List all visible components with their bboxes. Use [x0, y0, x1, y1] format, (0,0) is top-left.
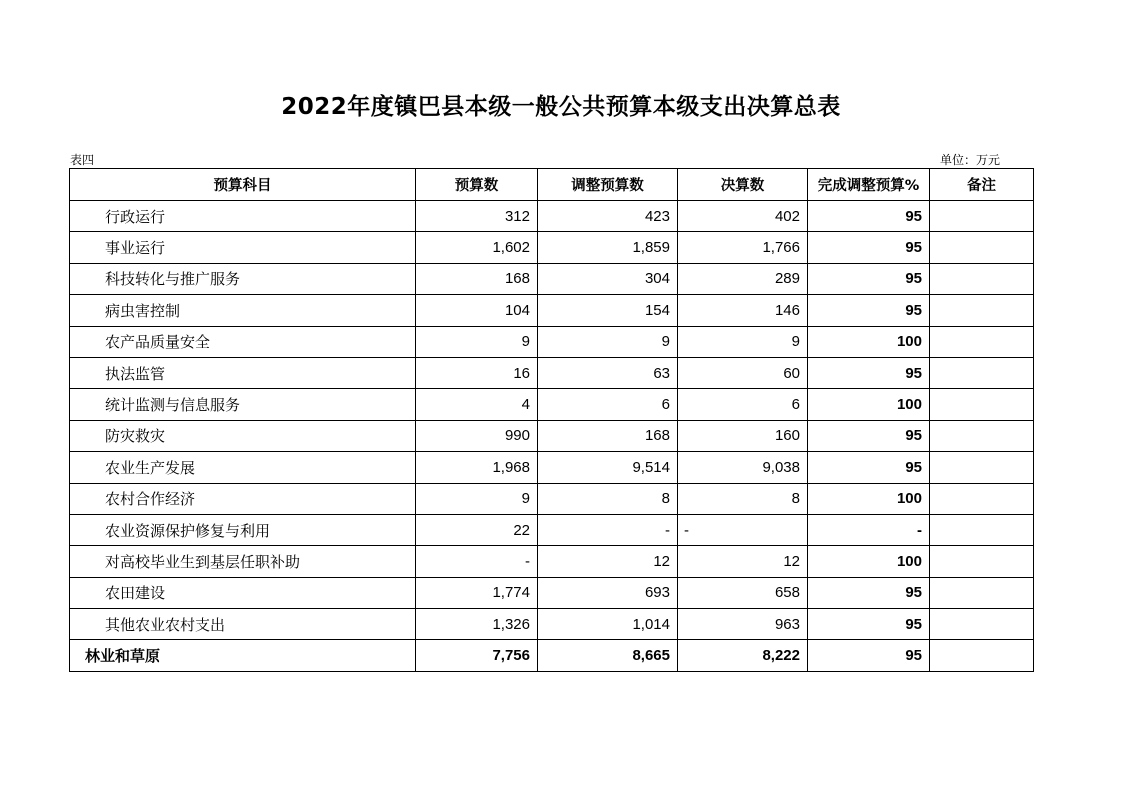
cell-note	[930, 452, 1034, 483]
cell-note	[930, 295, 1034, 326]
cell-note	[930, 326, 1034, 357]
cell-final: 9,038	[678, 452, 808, 483]
unit-label: 单位：万元	[940, 153, 1001, 167]
cell-note	[930, 263, 1034, 294]
table-row	[70, 201, 1034, 232]
cell-final: 658	[678, 577, 808, 608]
cell-note	[930, 514, 1034, 545]
cell-rate: 95	[808, 263, 930, 294]
table-row	[70, 357, 1034, 388]
cell-budget: 7,756	[416, 640, 538, 671]
cell-budget: 16	[416, 357, 538, 388]
cell-budget: 990	[416, 420, 538, 451]
cell-rate: 95	[808, 577, 930, 608]
cell-final: 12	[678, 546, 808, 577]
table-row	[70, 295, 1034, 326]
cell-final: 963	[678, 609, 808, 640]
cell-subject: 农田建设	[70, 577, 416, 608]
cell-budget: 104	[416, 295, 538, 326]
cell-note	[930, 640, 1034, 671]
cell-final: 160	[678, 420, 808, 451]
cell-rate: 95	[808, 452, 930, 483]
cell-adjusted: 12	[538, 546, 678, 577]
cell-rate: 95	[808, 420, 930, 451]
table-row	[70, 514, 1034, 545]
cell-subject: 其他农业农村支出	[70, 609, 416, 640]
cell-subject: 病虫害控制	[70, 295, 416, 326]
cell-rate: 95	[808, 609, 930, 640]
cell-note	[930, 389, 1034, 420]
cell-final: 146	[678, 295, 808, 326]
cell-rate: 100	[808, 546, 930, 577]
table-row	[70, 577, 1034, 608]
cell-note	[930, 357, 1034, 388]
table-row	[70, 326, 1034, 357]
cell-rate: 95	[808, 640, 930, 671]
header-final: 决算数	[678, 169, 808, 201]
cell-budget: 4	[416, 389, 538, 420]
cell-adjusted: 1,859	[538, 232, 678, 263]
cell-note	[930, 546, 1034, 577]
cell-adjusted: 423	[538, 201, 678, 232]
cell-final: 1,766	[678, 232, 808, 263]
cell-adjusted: 8	[538, 483, 678, 514]
cell-final: 9	[678, 326, 808, 357]
cell-subject: 对高校毕业生到基层任职补助	[70, 546, 416, 577]
cell-subject: 农村合作经济	[70, 483, 416, 514]
cell-budget: 22	[416, 514, 538, 545]
cell-rate: 100	[808, 326, 930, 357]
header-budget: 预算数	[416, 169, 538, 201]
cell-adjusted: 154	[538, 295, 678, 326]
cell-final: 289	[678, 263, 808, 294]
table-row	[70, 546, 1034, 577]
cell-subject: 林业和草原	[70, 640, 416, 671]
cell-budget: 9	[416, 326, 538, 357]
cell-budget: 1,326	[416, 609, 538, 640]
cell-budget: 1,602	[416, 232, 538, 263]
cell-adjusted: 1,014	[538, 609, 678, 640]
cell-adjusted: 6	[538, 389, 678, 420]
table-row	[70, 263, 1034, 294]
cell-adjusted: 8,665	[538, 640, 678, 671]
cell-subject: 农产品质量安全	[70, 326, 416, 357]
cell-budget: 312	[416, 201, 538, 232]
page-title: 2022年度镇巴县本级一般公共预算本级支出决算总表	[281, 94, 841, 120]
cell-adjusted: 9,514	[538, 452, 678, 483]
table-header-row	[70, 169, 1034, 201]
cell-final: 8	[678, 483, 808, 514]
table-row	[70, 232, 1034, 263]
header-subject: 预算科目	[70, 169, 416, 201]
cell-budget: 1,774	[416, 577, 538, 608]
cell-subject: 执法监管	[70, 357, 416, 388]
cell-adjusted: 304	[538, 263, 678, 294]
cell-final: 8,222	[678, 640, 808, 671]
cell-budget: 168	[416, 263, 538, 294]
cell-budget: -	[416, 546, 538, 577]
cell-note	[930, 232, 1034, 263]
header-note: 备注	[930, 169, 1034, 201]
cell-note	[930, 420, 1034, 451]
cell-rate: 100	[808, 389, 930, 420]
cell-rate: 100	[808, 483, 930, 514]
cell-rate: -	[808, 514, 930, 545]
cell-note	[930, 609, 1034, 640]
cell-subject: 科技转化与推广服务	[70, 263, 416, 294]
cell-note	[930, 201, 1034, 232]
table-row	[70, 452, 1034, 483]
cell-adjusted: -	[538, 514, 678, 545]
cell-rate: 95	[808, 357, 930, 388]
cell-rate: 95	[808, 295, 930, 326]
cell-budget: 1,968	[416, 452, 538, 483]
cell-subject: 事业运行	[70, 232, 416, 263]
cell-final: 402	[678, 201, 808, 232]
cell-subject: 防灾救灾	[70, 420, 416, 451]
cell-final: 6	[678, 389, 808, 420]
cell-adjusted: 9	[538, 326, 678, 357]
cell-note	[930, 577, 1034, 608]
cell-subject: 农业资源保护修复与利用	[70, 514, 416, 545]
table-row	[70, 609, 1034, 640]
header-rate: 完成调整预算%	[808, 169, 930, 201]
cell-adjusted: 168	[538, 420, 678, 451]
cell-final: -	[678, 514, 808, 545]
table-total-row	[70, 640, 1034, 671]
table-number: 表四	[70, 153, 95, 167]
cell-subject: 统计监测与信息服务	[70, 389, 416, 420]
cell-subject: 农业生产发展	[70, 452, 416, 483]
table-row	[70, 420, 1034, 451]
cell-adjusted: 693	[538, 577, 678, 608]
budget-table	[69, 168, 1034, 672]
cell-rate: 95	[808, 232, 930, 263]
cell-subject: 行政运行	[70, 201, 416, 232]
cell-final: 60	[678, 357, 808, 388]
table-row	[70, 483, 1034, 514]
cell-budget: 9	[416, 483, 538, 514]
cell-adjusted: 63	[538, 357, 678, 388]
header-adjusted: 调整预算数	[538, 169, 678, 201]
cell-note	[930, 483, 1034, 514]
cell-rate: 95	[808, 201, 930, 232]
table-row	[70, 389, 1034, 420]
